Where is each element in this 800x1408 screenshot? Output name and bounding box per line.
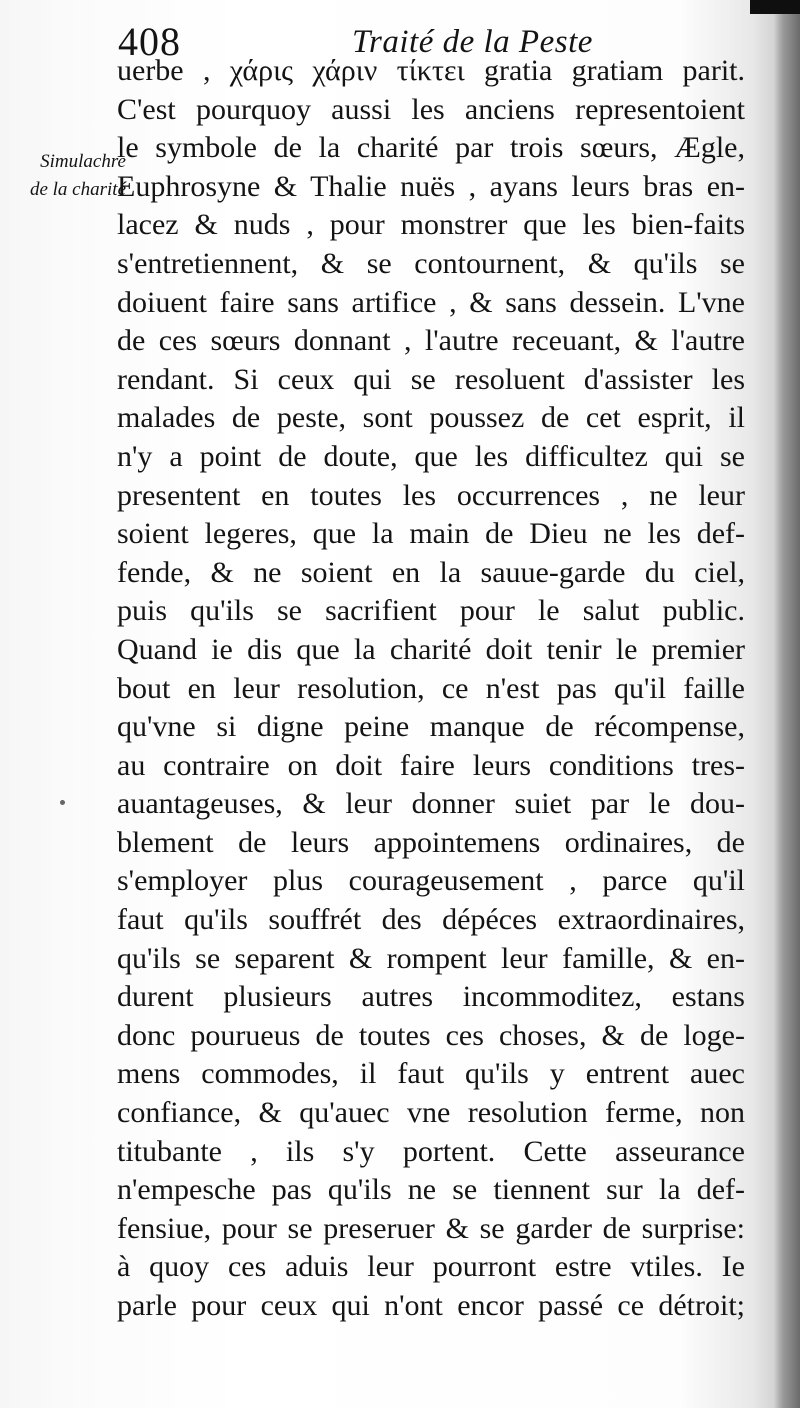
text-line: bout en leur resolution, ce n'est pas qu'il faille (117, 671, 745, 705)
page-number: 408 (118, 19, 181, 64)
text-line: n'empesche pas qu'ils ne se tiennent sur la def- (117, 1173, 745, 1207)
text-line: s'entretiennent, & se contournent, & qu'ils se (117, 246, 745, 280)
text-line: qu'ils se separent & rompent leur famille, & en- (117, 941, 745, 975)
margin-note-line: Simulachre (40, 151, 126, 172)
text-line: fensiue, pour se preseruer & se garder de surprise: (117, 1211, 745, 1245)
text-line: puis qu'ils se sacrifient pour le salut public. (117, 594, 745, 628)
text-line: auantageuses, & leur donner suiet par le dou- (117, 787, 745, 821)
text-line: le symbole de la charité par trois sœurs, Ægle, (117, 131, 745, 165)
text-line: doiuent faire sans artifice , & sans dessein. L'vne (117, 285, 745, 319)
text-line: mens commodes, il faut qu'ils y entrent auec (117, 1057, 745, 1091)
text-line: Euphrosyne & Thalie nuës , ayans leurs bras en- (117, 169, 745, 203)
text-line: n'y a point de doute, que les difficultez qui se (117, 439, 745, 473)
text-line: donc pourueus de toutes ces choses, & de loge- (117, 1018, 745, 1052)
text-line: confiance, & qu'auec vne resolution ferme, non (117, 1096, 745, 1130)
text-line: faut qu'ils souffrét des dépéces extraordinaires, (117, 903, 745, 937)
text-line: durent plusieurs autres incommoditez, estans (117, 980, 745, 1014)
text-line: au contraire on doit faire leurs conditions tres- (117, 748, 745, 782)
margin-note (2, 148, 126, 204)
page-edge-shadow (774, 0, 800, 1408)
text-line: rendant. Si ceux qui se resoluent d'assister les (117, 362, 745, 396)
text-line: Quand ie dis que la charité doit tenir le premier (117, 632, 745, 666)
text-line: presentent en toutes les occurrences , ne leur (117, 478, 745, 512)
text-line: s'employer plus courageusement , parce qu'il (117, 864, 745, 898)
page-corner-shadow (750, 0, 800, 14)
text-line: titubante , ils s'y portent. Cette asseurance (117, 1134, 745, 1168)
text-line: blement de leurs appointemens ordinaires, de (117, 825, 745, 859)
text-line: à quoy ces aduis leur pourront estre vtiles. Ie (117, 1250, 745, 1284)
ink-speck (60, 800, 65, 805)
text-line: C'est pourquoy aussi les anciens representoient (117, 92, 745, 126)
text-line: qu'vne si digne peine manque de récompense, (117, 710, 745, 744)
running-title: Traité de la Peste (352, 24, 593, 60)
text-line: uerbe , χάρις χάριν τίκτει gratia gratiam parit. (117, 54, 745, 87)
body-text (117, 52, 745, 1326)
text-line: soient legeres, que la main de Dieu ne les def- (117, 517, 745, 551)
text-line: lacez & nuds , pour monstrer que les bien-faits (117, 208, 745, 242)
text-line: parle pour ceux qui n'ont encor passé ce détroit; (117, 1289, 745, 1322)
text-line: malades de peste, sont poussez de cet esprit, il (117, 401, 745, 435)
margin-note-line: de la charité (29, 179, 126, 200)
text-line: fende, & ne soient en la sauue-garde du ciel, (117, 555, 745, 589)
text-line: de ces sœurs donnant , l'autre receuant, & l'autre (117, 324, 745, 358)
